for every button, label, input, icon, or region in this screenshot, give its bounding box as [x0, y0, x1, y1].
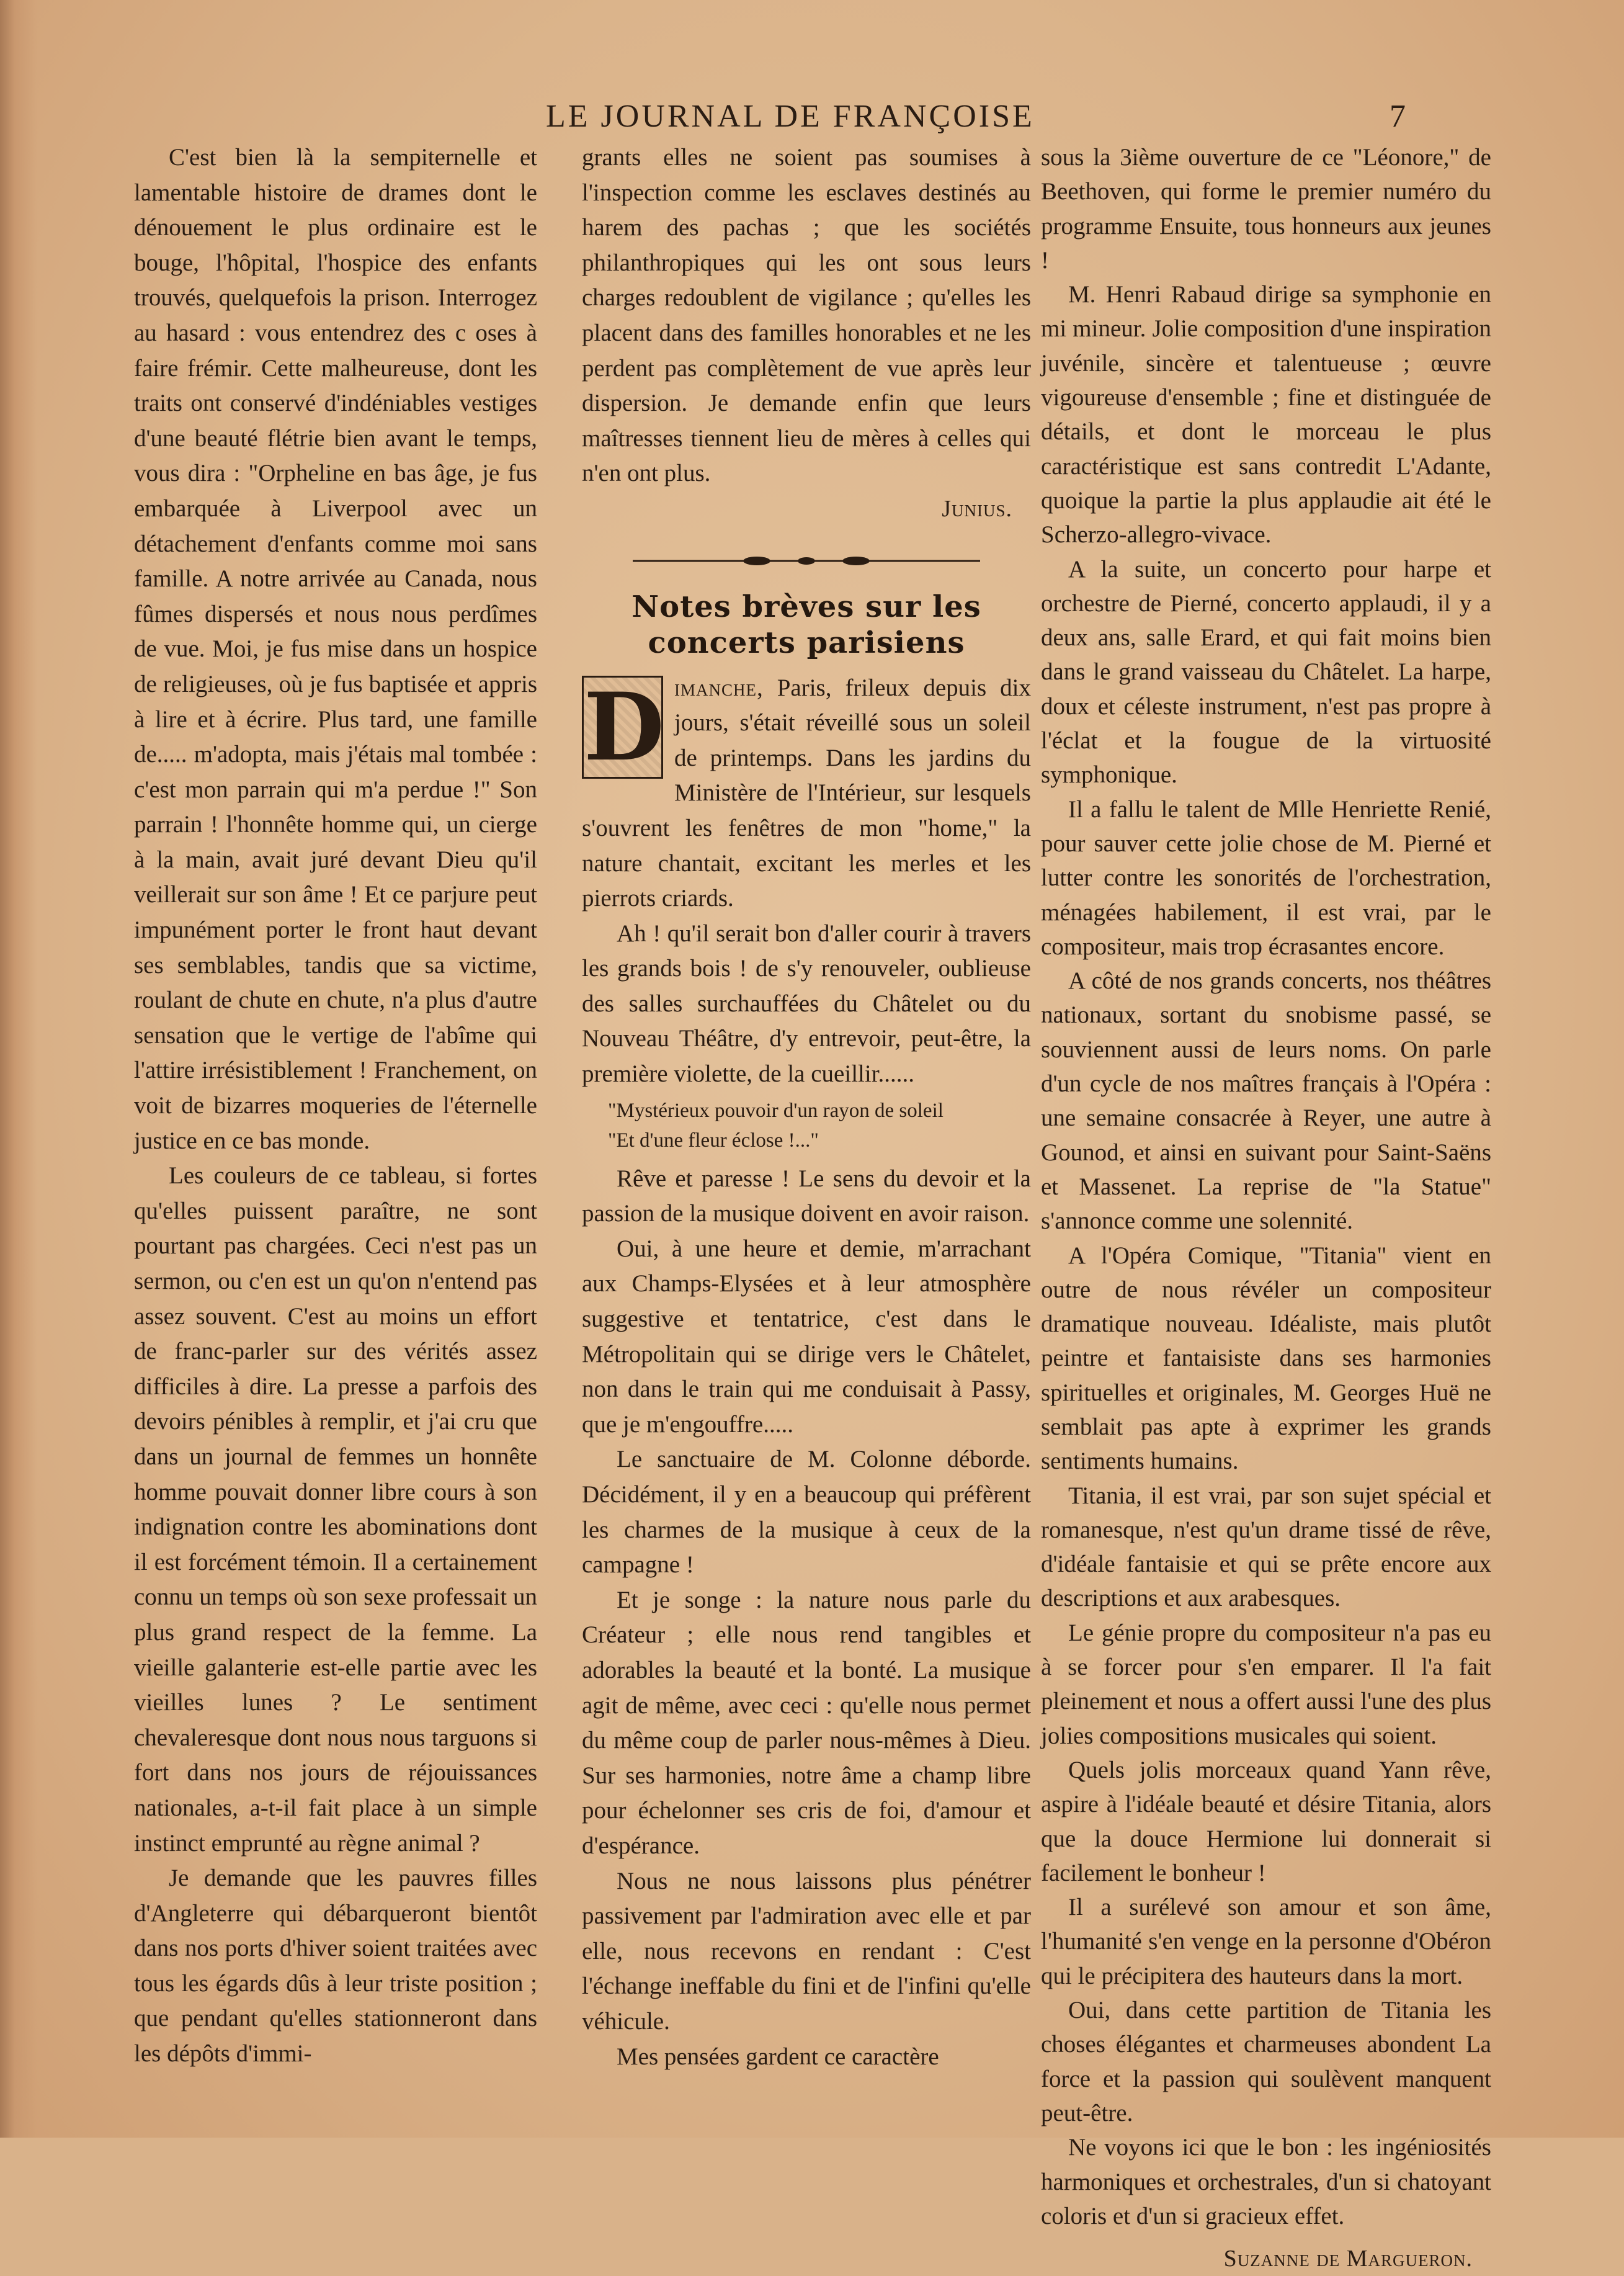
paragraph: A la suite, un concerto pour harpe et orchestre de Pierné, concerto applaudi, il y a deux ans, salle Erard, et qui fait moins bien dans le grand vaisseau du Châtelet. La harpe, doux et céleste instrument, n'est pas propre à l'éclat et la fougue de la virtuosité symphonique. [1041, 555, 1491, 789]
page-header [546, 93, 1476, 143]
paragraph: Titania, il est vrai, par son sujet spécial et romanesque, n'est qu'un drame tissé de rêve, d'idéale fantaisie et qui se prête encore aux descriptions et aux arabesques. [1041, 1482, 1491, 1612]
ornament-icon [633, 552, 980, 570]
quote-line: "Et d'une fleur éclose !..." [608, 1129, 819, 1152]
first-word: imanche, [674, 674, 764, 701]
paragraph: Nous ne nous laissons plus pénétrer passivement par l'admiration avec elle et par elle, nous recevons en rendant : C'est l'échange ineffable du fini et de l'infini qu'elle véhicule. [582, 1867, 1031, 2035]
page-fold-shadow [0, 0, 37, 2138]
author-signature: Junius. [942, 495, 1012, 522]
journal-title: LE JOURNAL DE FRANÇOISE [546, 99, 1035, 134]
author-signature: Suzanne de Margueron. [1223, 2246, 1473, 2272]
paragraph: Mes pensées gardent ce caractère [617, 2043, 939, 2070]
paragraph: Les couleurs de ce tableau, si fortes qu'elles puissent paraître, ne sont pourtant pas chargées. Ceci n'est pas un sermon, ou c'en est un qu'on n'entend pas assez souvent. C'est au moins un effort de franc-parler sur des vérités assez difficiles à dire. La presse a parfois des devoirs pénibles à remplir, et j'ai cru que dans un journal de femmes un honnête homme pouvait donner libre cours à son indignation contre les abominations dont il est forcément témoin. Il a certainement connu un temps où son sexe professait un plus grand respect de la femme. La vieille galanterie est-elle partie avec les vieilles lunes ? Le sentiment chevaleresque dont nous nous targuons si fort dans nos jours de réjouissances nationales, a-t-il fait place à un simple instinct emprunté au règne animal ? [134, 1162, 537, 1857]
paragraph-continuation: grants elles ne soient pas soumises à l'inspection comme les esclaves destinés au harem des pachas ; que les sociétés philanthropiques qui les ont sous leurs charges redoublent de vigilance ; qu'elles les placent dans des familles honorables et ne les perdent pas complètement de vue après leur dispersion. Je demande enfin que leurs maîtresses tiennent lieu de mères à celles qui n'en ont plus. [582, 144, 1031, 487]
paragraph: Ne voyons ici que le bon : les ingéniosités harmoniques et orchestrales, d'un si chatoyant coloris et d'un si gracieux effet. [1041, 2134, 1491, 2229]
dropcap-letter: D [582, 676, 663, 779]
column-3 [1041, 140, 1491, 2276]
article-title: Notes brèves sur les concerts parisiens [631, 589, 981, 660]
paragraph: Oui, dans cette partition de Titania les choses élégantes et charmeuses abondent La force et la passion qui soulèvent manquent peut-être. [1041, 1997, 1491, 2126]
paragraph: Ah ! qu'il serait bon d'aller courir à travers les grands bois ! de s'y renouveler, oublieuse des salles surchauffées du Châtelet ou du Nouveau Théâtre, d'y entrevoir, peut-être, la première violette, de la cueillir...... [582, 920, 1031, 1088]
column-1 [134, 140, 537, 2072]
page-number: 7 [1390, 99, 1406, 134]
paragraph: Rêve et paresse ! Le sens du devoir et la passion de la musique doivent en avoir raison. [582, 1165, 1031, 1227]
article-opening [582, 671, 1031, 916]
first-paragraph-text: Paris, frileux depuis dix jours, s'était réveillé sous un soleil de printemps. Dans les jardins du Ministère de l'Intérieur, sur lesquels s'ouvrent les fenêtres de mon "home," la nature chantait, excitant les merles et les pierrots criards. [582, 674, 1031, 912]
paragraph: Il a fallu le talent de Mlle Henriette Renié, pour sauver cette jolie chose de M. Pierné et lutter contre les sonorités de l'orchestration, ménagées habilement, il est vrai, par le compositeur, mais trop écrasantes encore. [1041, 795, 1491, 960]
paragraph: Et je songe : la nature nous parle du Créateur ; elle nous rend tangibles et adorables la beauté et la bonté. La musique agit de même, avec ceci : qu'elle nous permet du même coup de parler nous-mêmes à Dieu. Sur ses harmonies, notre âme a champ libre pour échelonner ses cris de foi, d'amour et d'espérance. [582, 1586, 1031, 1859]
paragraph-continuation: sous la 3ième ouverture de ce "Léonore," de Beethoven, qui forme le premier numéro du programme Ensuite, tous honneurs aux jeunes ! [1041, 144, 1491, 274]
paragraph: Le génie propre du compositeur n'a pas eu à se forcer pour s'en emparer. Il l'a fait pleinement et nous a offert aussi l'une des plus jolies compositions musicales qui soient. [1041, 1619, 1491, 1749]
paragraph: Le sanctuaire de M. Colonne déborde. Décidément, il y en a beaucoup qui préfèrent les charmes de la musique à ceux de la campagne ! [582, 1446, 1031, 1579]
paragraph: M. Henri Rabaud dirige sa symphonie en mi mineur. Jolie composition d'une inspiration juvénile, sincère et talentueuse ; œuvre vigoureuse d'ensemble ; fine et distinguée de détails, et dont le morceau le plus caractéristique est sans contredit L'Adante, quoique la partie la plus applaudie ait été le Scherzo-allegro-vivace. [1041, 281, 1491, 549]
paragraph: A côté de nos grands concerts, nos théâtres nationaux, sortant du snobisme passé, se souviennent aussi de leurs noms. On parle d'un cycle de nos maîtres français à l'Opéra : une semaine consacrée à Reyer, une autre à Gounod, et ainsi en suivant pour Saint-Saëns et Massenet. La reprise de "la Statue" s'annonce comme une solennité. [1041, 967, 1491, 1235]
paragraph: C'est bien là la sempiternelle et lamentable histoire de drames dont le dénouement le plus ordinaire est le bouge, l'hôpital, l'hospice des enfants trouvés, quelquefois la prison. Interrogez au hasard : vous entendrez des c oses à faire frémir. Cette malheureuse, dont les traits ont conservé d'indéniables vestiges d'une beauté flétrie bien avant le temps, vous dira : "Orpheline en bas âge, je fus embarquée à Liverpool avec un détachement d'enfants comme moi sans famille. A notre arrivée au Canada, nous fûmes dispersés et nous nous perdîmes de vue. Moi, je fus mise dans un hospice de religieuses, où je fus baptisée et appris à lire et à écrire. Plus tard, une famille de..... m'adopta, mais j'étais mal tombée : c'est mon parrain qui m'a perdue !" Son parrain ! l'honnête homme qui, un cierge à la main, avait juré devant Dieu qu'il veillerait sur son âme ! Et ce parjure peut impunément porter le front haut devant ses semblables, tandis que sa victime, roulant de chute en chute, n'a plus d'autre sensation que le vertige de l'abîme qui l'attire irrésistiblement ! Franchement, on voit de bizarres moqueries de l'éternelle justice en ce bas monde. [134, 144, 537, 1154]
paragraph: Il a surélevé son amour et son âme, l'humanité s'en venge en la personne d'Obéron qui le précipitera des hauteurs dans la mort. [1041, 1894, 1491, 1989]
paragraph: Quels jolis morceaux quand Yann rêve, aspire à l'idéale beauté et désire Titania, alors que la douce Hermione lui donnerait si facilement le bonheur ! [1041, 1756, 1491, 1886]
paragraph: A l'Opéra Comique, "Titania" vient en outre de nous révéler un compositeur dramatique nouveau. Idéaliste, mais plutôt peintre et fantaisiste dans ses harmonies spirituelles et originales, M. Georges Huë ne semblait pas apte à exprimer les grands sentiments humains. [1041, 1242, 1491, 1475]
ornamental-divider [582, 552, 1031, 570]
paragraph: Oui, à une heure et demie, m'arrachant aux Champs-Elysées et à leur atmosphère suggestive et tentatrice, c'est dans le Métropolitain qui se dirige vers le Châtelet, non dans le train qui me conduisait à Passy, que je m'engouffre..... [582, 1235, 1031, 1438]
column-2 [582, 140, 1031, 2074]
quote-line: "Mystérieux pouvoir d'un rayon de soleil [608, 1099, 944, 1122]
paragraph: Je demande que les pauvres filles d'Angleterre qui débarqueront bientôt dans nos ports d'hiver soient traitées avec tous les égards dûs à leur triste position ; que pendant qu'elles stationneront dans les dépôts d'immi- [134, 1865, 537, 2068]
